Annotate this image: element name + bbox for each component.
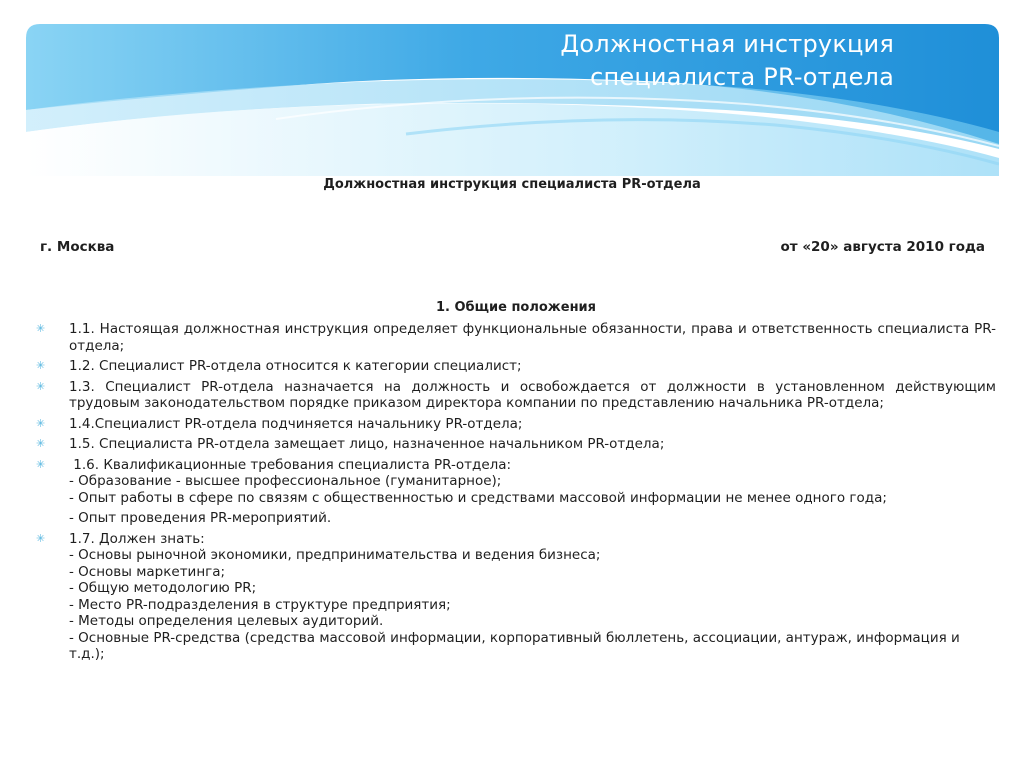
list-item [36, 416, 996, 433]
list-item-text: 1.2. Специалист PR-отдела относится к категории специалист; [69, 358, 522, 374]
document-heading: Должностная инструкция специалиста PR-отдела [323, 177, 701, 192]
star-bullet-icon: ✳ [36, 322, 46, 335]
knowledge-line: - Основные PR-средства (средства массовой информации, корпоративный бюллетень, ассоциации, антураж, информация и т.д.); [69, 629, 960, 662]
list-item-text: 1.5. Специалиста PR-отдела замещает лицо, назначенное начальником PR-отдела; [69, 436, 665, 452]
knowledge-line: - Методы определения целевых аудиторий. [69, 613, 384, 629]
list-item-text: 1.4.Специалист PR-отдела подчиняется начальнику PR-отдела; [69, 415, 523, 432]
star-bullet-icon: ✳ [36, 359, 46, 372]
knowledge-heading: 1.7. Должен знать: [69, 530, 205, 547]
qualification-heading: 1.6. Квалификационные требования специалиста PR-отдела: [69, 456, 512, 473]
list-item [36, 457, 996, 507]
star-bullet-icon: ✳ [36, 457, 46, 471]
provisions-list [36, 321, 996, 667]
section-title: 1. Общие положения [435, 300, 597, 315]
list-item [36, 321, 996, 354]
list-item-text [69, 457, 996, 507]
list-item-text: 1.1. Настоящая должностная инструкция определяет функциональные обязанности, права и ответственность специалиста PR-отдела; [69, 321, 996, 354]
knowledge-line: - Основы рыночной экономики, предпринимательства и ведения бизнеса; [69, 547, 601, 563]
list-item [36, 358, 996, 375]
qualification-line: - Образование - высшее профессиональное (гуманитарное); [69, 473, 502, 489]
list-item [36, 510, 996, 527]
list-item [36, 436, 996, 453]
list-item [36, 379, 996, 412]
star-bullet-icon: ✳ [36, 416, 46, 430]
list-item [36, 531, 996, 663]
qualification-line: - Опыт работы в сфере по связям с общественностью и средствами массовой информации не менее одного года; [69, 489, 887, 506]
star-bullet-icon: ✳ [36, 531, 46, 545]
slide-title-line-2: специалиста PR-отдела [590, 63, 894, 91]
knowledge-line: - Место PR-подразделения в структуре предприятия; [69, 596, 451, 613]
star-bullet-icon: ✳ [36, 437, 46, 450]
slide-title [560, 28, 894, 94]
star-bullet-icon: ✳ [36, 379, 46, 393]
list-item-text [69, 531, 996, 663]
document-date: от «20» августа 2010 года [780, 239, 985, 255]
list-item-text: - Опыт проведения PR-мероприятий. [69, 510, 332, 526]
list-item-text: 1.3. Специалист PR-отдела назначается на должность и освобождается от должности в установленном действующим трудовым законодательством порядке приказом директора компании по представлению начальника PR-отдела; [69, 378, 996, 411]
slide-title-line-1: Должностная инструкция [560, 30, 894, 58]
knowledge-line: - Общую методологию PR; [69, 580, 257, 596]
city-label: г. Москва [40, 239, 115, 255]
knowledge-line: - Основы маркетинга; [69, 563, 226, 580]
